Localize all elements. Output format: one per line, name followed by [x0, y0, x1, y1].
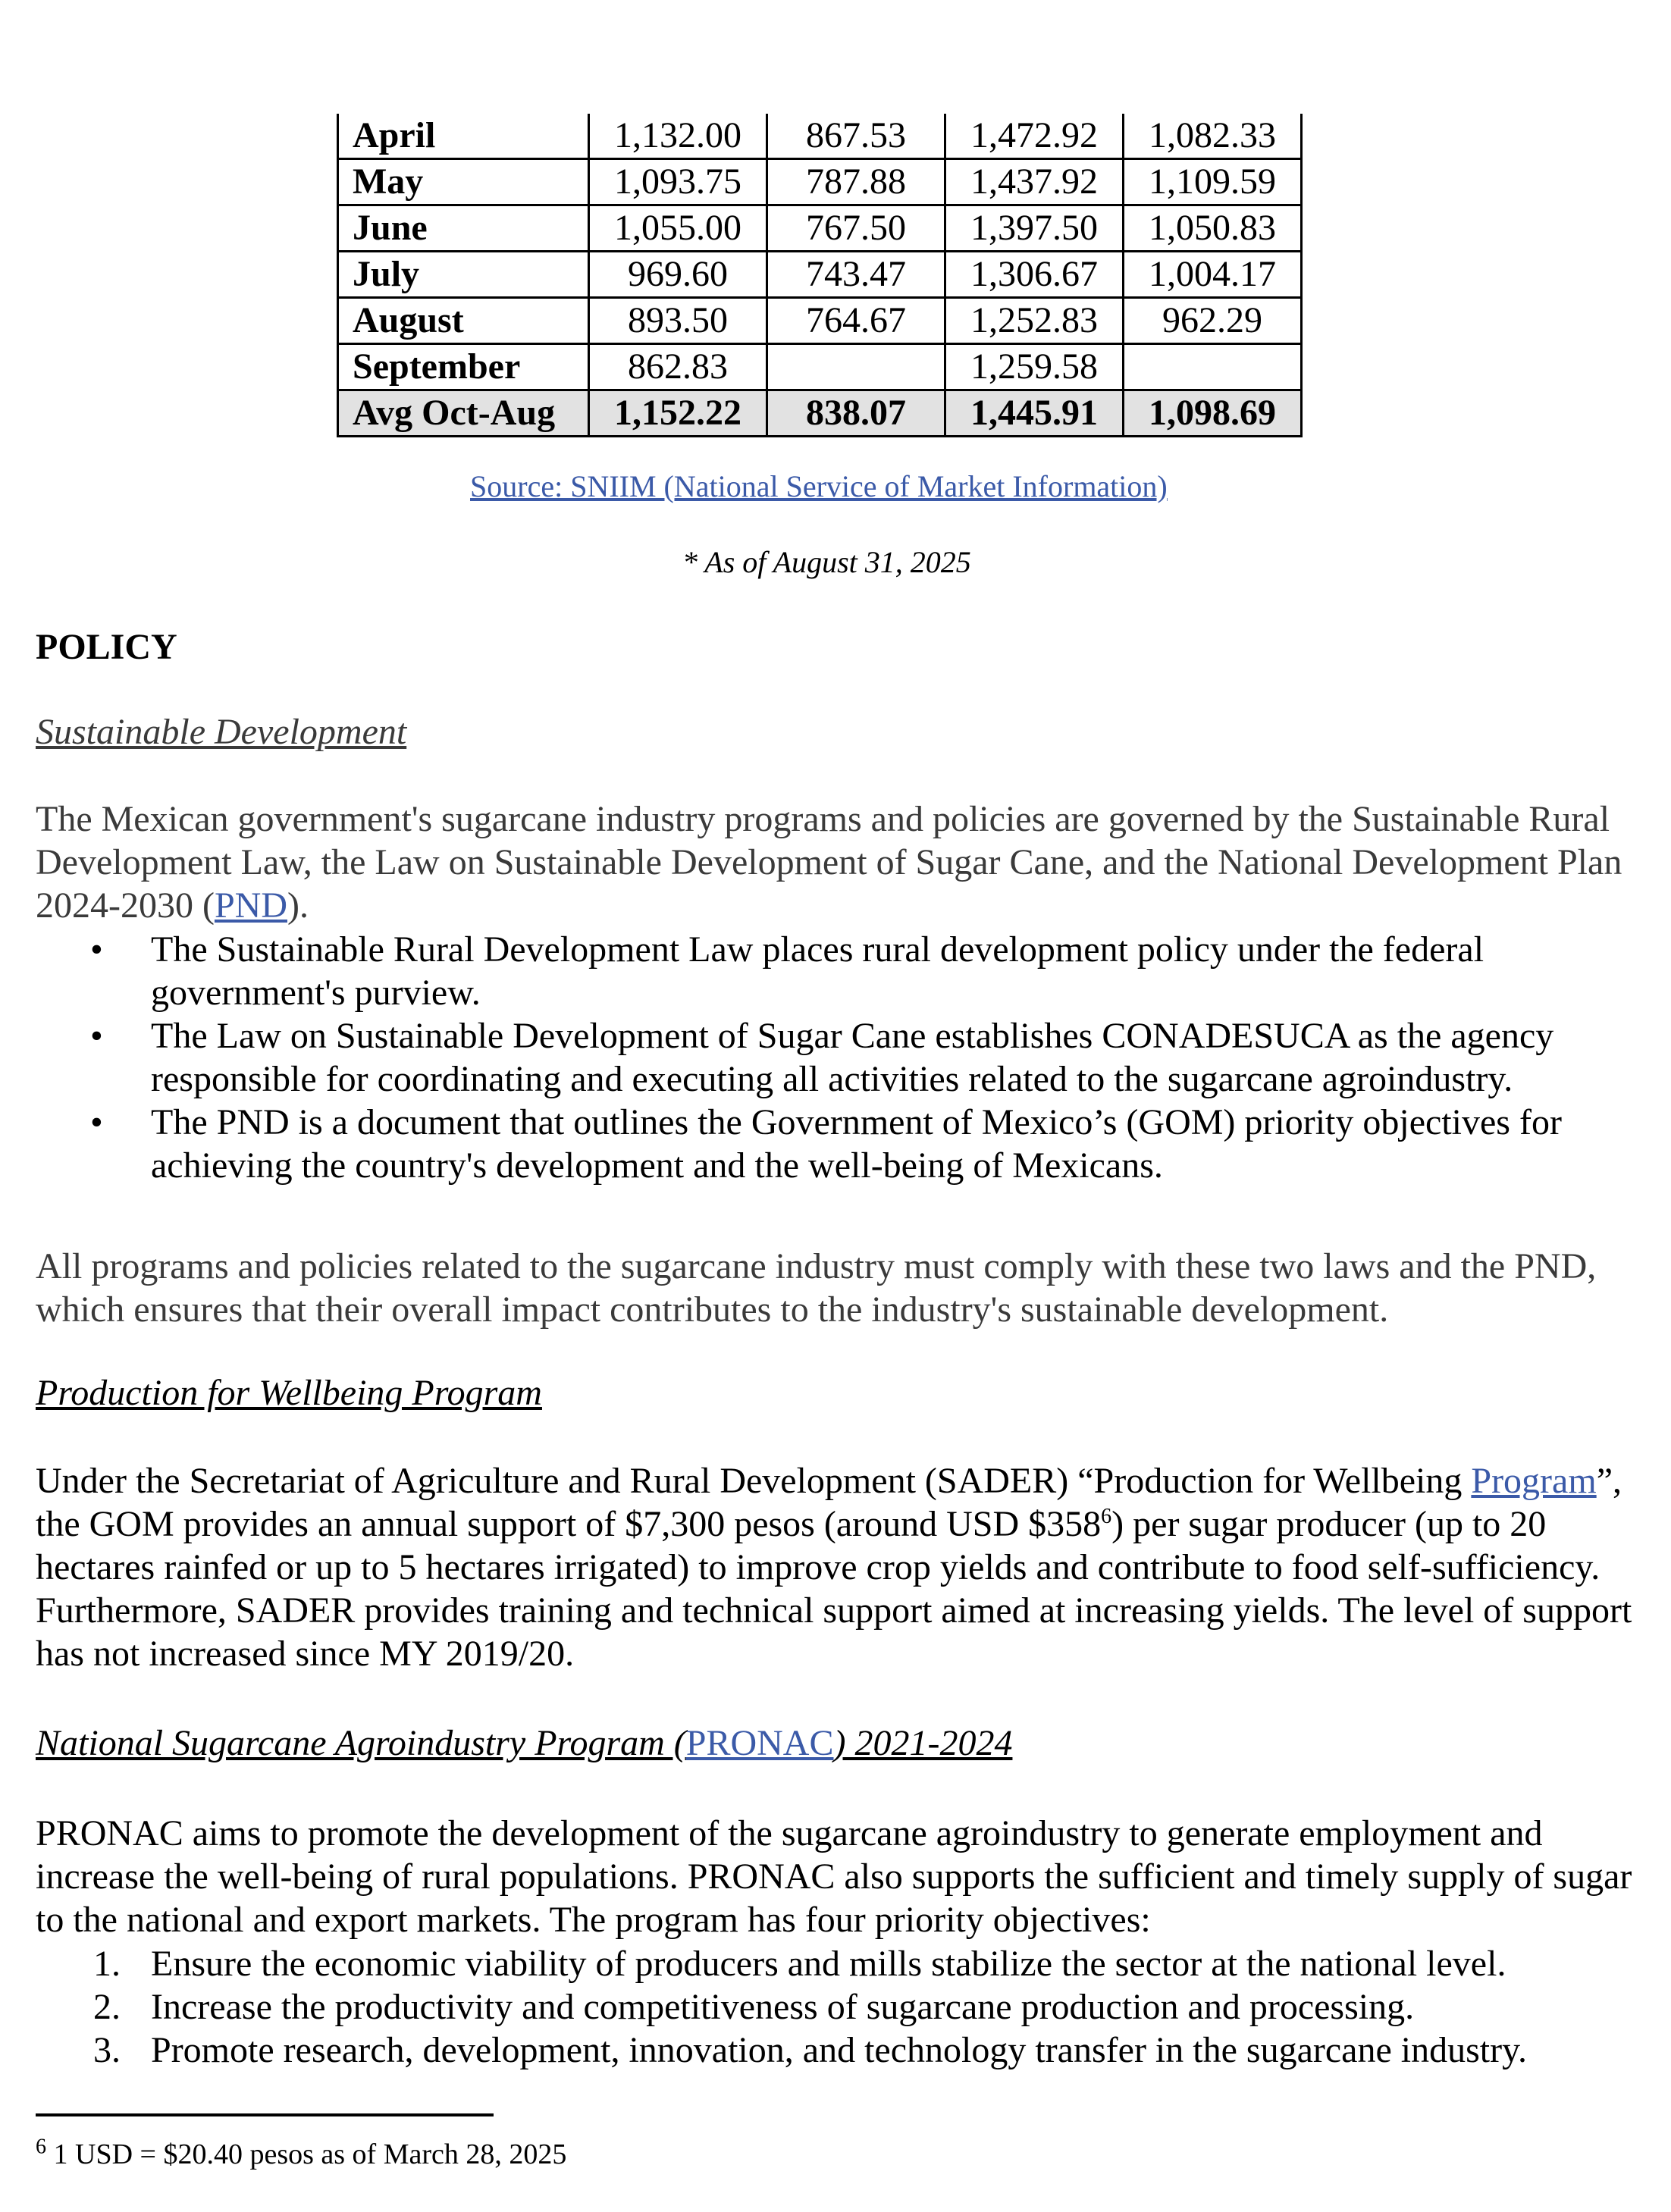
list-item	[36, 1014, 1667, 1101]
cell-value: 743.47	[767, 252, 945, 298]
list-item-text: Increase the productivity and competitiveness of sugarcane production and processing.	[151, 1987, 1415, 2027]
cell-value: 1,252.83	[945, 298, 1124, 344]
row-label: September	[338, 344, 589, 390]
sustainable-bullet-list	[36, 928, 1667, 1187]
row-label: May	[338, 159, 589, 205]
cell-value: 1,437.92	[945, 159, 1124, 205]
list-item-text: Ensure the economic viability of producers and mills stabilize the sector at the national level.	[151, 1944, 1506, 1984]
pronac-objectives-list	[36, 1942, 1667, 2072]
table-row	[338, 114, 1302, 159]
cell-value: 862.83	[589, 344, 767, 390]
wellbeing-text: ”, the GOM provides an annual support of $7,300 pesos (around USD $358	[36, 1461, 1622, 1544]
cell-value: 1,306.67	[945, 252, 1124, 298]
price-table	[337, 114, 1303, 437]
subheading-pronac	[36, 1722, 1012, 1764]
table-row	[338, 344, 1302, 390]
row-label: August	[338, 298, 589, 344]
list-item-text: Promote research, development, innovation, and technology transfer in the sugarcane industry.	[151, 2030, 1527, 2070]
pronac-intro-paragraph: PRONAC aims to promote the development of the sugarcane agroindustry to generate employment and increase the well-being of rural populations. PRONAC also supports the sufficient and timely supply of sugar to the national and export markets. The program has four priority objectives:	[36, 1813, 1632, 1940]
cell-value: 767.50	[767, 205, 945, 252]
table-row	[338, 252, 1302, 298]
cell-value: 787.88	[767, 159, 945, 205]
bullet-icon: •	[90, 1102, 103, 1142]
cell-value: 1,132.00	[589, 114, 767, 159]
footnote-marker: 6	[36, 2135, 46, 2159]
list-item-text: The Sustainable Rural Development Law places rural development policy under the federal government's purview.	[151, 929, 1484, 1013]
cell-value: 1,004.17	[1124, 252, 1302, 298]
cell-value: 1,050.83	[1124, 205, 1302, 252]
cell-value: 1,397.50	[945, 205, 1124, 252]
list-item-text: The PND is a document that outlines the Government of Mexico’s (GOM) priority objectives for achieving the country's development and the well-being of Mexicans.	[151, 1102, 1562, 1186]
cell-value: 764.67	[767, 298, 945, 344]
table-row	[338, 159, 1302, 205]
footnote-divider	[36, 2113, 494, 2116]
list-item	[36, 928, 1667, 1014]
list-item-text: The Law on Sustainable Development of Sugar Cane establishes CONADESUCA as the agency responsible for coordinating and executing all activities related to the sugarcane agroindustry.	[151, 1016, 1554, 1099]
table-row	[338, 205, 1302, 252]
cell-value: 1,082.33	[1124, 114, 1302, 159]
list-item	[36, 1985, 1667, 2029]
sustainable-closing-paragraph: All programs and policies related to the sugarcane industry must comply with these two laws and the PND, which ensures that their overall impact contributes to the industry's sustainable development.	[36, 1246, 1597, 1330]
subheading-sustainable-development: Sustainable Development	[36, 712, 407, 752]
cell-value: 867.53	[767, 114, 945, 159]
row-label: June	[338, 205, 589, 252]
list-number: 2.	[93, 1987, 121, 2027]
bullet-icon: •	[90, 929, 103, 970]
cell-value: 1,093.75	[589, 159, 767, 205]
list-item	[36, 1942, 1667, 1985]
cell-value: 1,055.00	[589, 205, 767, 252]
cell-value: 1,445.91	[945, 390, 1124, 437]
cell-value: 893.50	[589, 298, 767, 344]
average-row	[338, 390, 1302, 437]
cell-value: 1,152.22	[589, 390, 767, 437]
cell-value	[767, 344, 945, 390]
footnote-text: 1 USD = $20.40 pesos as of March 28, 2025	[46, 2138, 567, 2170]
subheading-production-for-wellbeing: Production for Wellbeing Program	[36, 1373, 542, 1413]
list-item	[36, 1101, 1667, 1187]
subheading-text: National Sugarcane Agroindustry Program (	[36, 1723, 686, 1763]
intro-text: The Mexican government's sugarcane industry programs and policies are governed by the Sustainable Rural Development Law, the Law on Sustainable Development of Sugar Cane, and the National Development Plan 2024-2030 (	[36, 799, 1622, 926]
table-note: * As of August 31, 2025	[682, 545, 971, 579]
pnd-link[interactable]: PND	[214, 885, 287, 926]
source-link[interactable]: Source: SNIIM (National Service of Market Information)	[470, 469, 1168, 503]
footnote-ref[interactable]: 6	[1101, 1505, 1112, 1528]
cell-value: 1,098.69	[1124, 390, 1302, 437]
row-label: Avg Oct-Aug	[338, 390, 589, 437]
program-link[interactable]: Program	[1471, 1461, 1597, 1501]
wellbeing-text: ) per sugar producer (up to 20 hectares rainfed or up to 5 hectares irrigated) to improve crop yields and contribute to food self-sufficiency. Furthermore, SADER provides training and technical support aimed at increasing yields. The level of support has not increased since MY 2019/20.	[36, 1504, 1632, 1674]
cell-value	[1124, 344, 1302, 390]
subheading-text: ) 2021-2024	[833, 1723, 1013, 1763]
list-number: 3.	[93, 2030, 121, 2070]
sustainable-intro-paragraph	[36, 797, 1651, 927]
bullet-icon: •	[90, 1016, 103, 1056]
pronac-link[interactable]: PRONAC	[685, 1723, 834, 1763]
cell-value: 1,472.92	[945, 114, 1124, 159]
cell-value: 962.29	[1124, 298, 1302, 344]
table-row	[338, 298, 1302, 344]
cell-value: 1,109.59	[1124, 159, 1302, 205]
section-heading: POLICY	[36, 627, 177, 667]
wellbeing-paragraph	[36, 1459, 1651, 1675]
intro-text-end: ).	[287, 885, 309, 926]
cell-value: 969.60	[589, 252, 767, 298]
row-label: July	[338, 252, 589, 298]
cell-value: 1,259.58	[945, 344, 1124, 390]
cell-value: 838.07	[767, 390, 945, 437]
list-number: 1.	[93, 1944, 121, 1984]
list-item	[36, 2029, 1667, 2072]
footnote	[36, 2135, 567, 2171]
wellbeing-text: Under the Secretariat of Agriculture and Rural Development (SADER) “Production for Wellbeing	[36, 1461, 1472, 1501]
row-label: April	[338, 114, 589, 159]
